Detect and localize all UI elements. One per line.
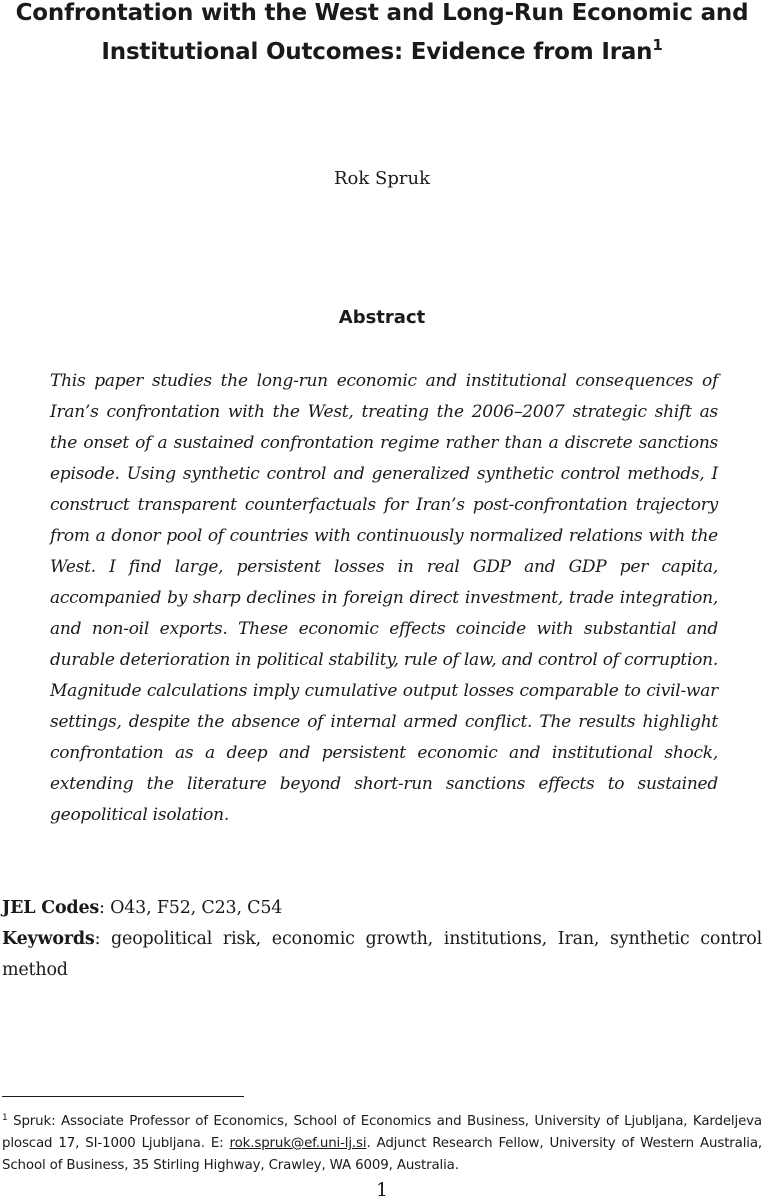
abstract-heading: Abstract [338,307,426,328]
paper-title [0,0,764,72]
footnote [2,1111,762,1177]
author-name: Rok Spruk [334,168,430,189]
jel-codes-value: : O43, F52, C23, C54 [99,898,283,918]
title-footnote-marker[interactable]: 1 [652,36,663,54]
footnote-divider [2,1096,244,1097]
keywords-label: Keywords [2,929,95,949]
footnote-text-after-email: . Adjunct Research Fellow, University of Western Australia, School of Business, 35 Stirling Highway, Crawley, WA 6009, Australia. [2,1136,763,1173]
footnote-marker: 1 [2,1113,8,1123]
jel-codes [2,893,762,924]
footnote-text-before-email: Spruk: Associate Professor of Economics, School of Economics and Business, University of Ljubljana, Kardeljeva ploscad 17, SI-1000 Ljubljana. E: [2,1114,762,1151]
keywords-value: : geopolitical risk, economic growth, institutions, Iran, synthetic control method [2,929,762,980]
page-number: 1 [375,1179,389,1201]
abstract-text: This paper studies the long-run economic and institutional consequences of Iran’s confrontation with the West, treating the 2006–2007 strategic shift as the onset of a sustained confrontation regime rather than a discrete sanctions episode. Using synthetic control and generalized synthetic control methods, I construct transparent counterfactuals for Iran’s post-confrontation trajectory from a donor pool of countries with continuously normalized relations with the West. I find large, persistent losses in real GDP and GDP per capita, accompanied by sharp declines in foreign direct investment, trade integration, and non-oil exports. These economic effects coincide with substantial and durable deterioration in political stability, rule of law, and control of corruption. Magnitude calculations imply cumulative output losses comparable to civil-war settings, despite the absence of internal armed conflict. The results highlight confrontation as a deep and persistent economic and institutional shock, extending the literature beyond short-run sanctions effects to sustained geopolitical isolation. [50,371,718,825]
paper-title-line-2: Institutional Outcomes: Evidence from Iran [101,39,653,65]
paper-title-line-1: Confrontation with the West and Long-Run Economic and [15,0,749,26]
jel-codes-label: JEL Codes [2,898,100,918]
keywords [2,924,762,986]
footnote-email-link[interactable]: rok.spruk@ef.uni-lj.si [229,1136,367,1151]
